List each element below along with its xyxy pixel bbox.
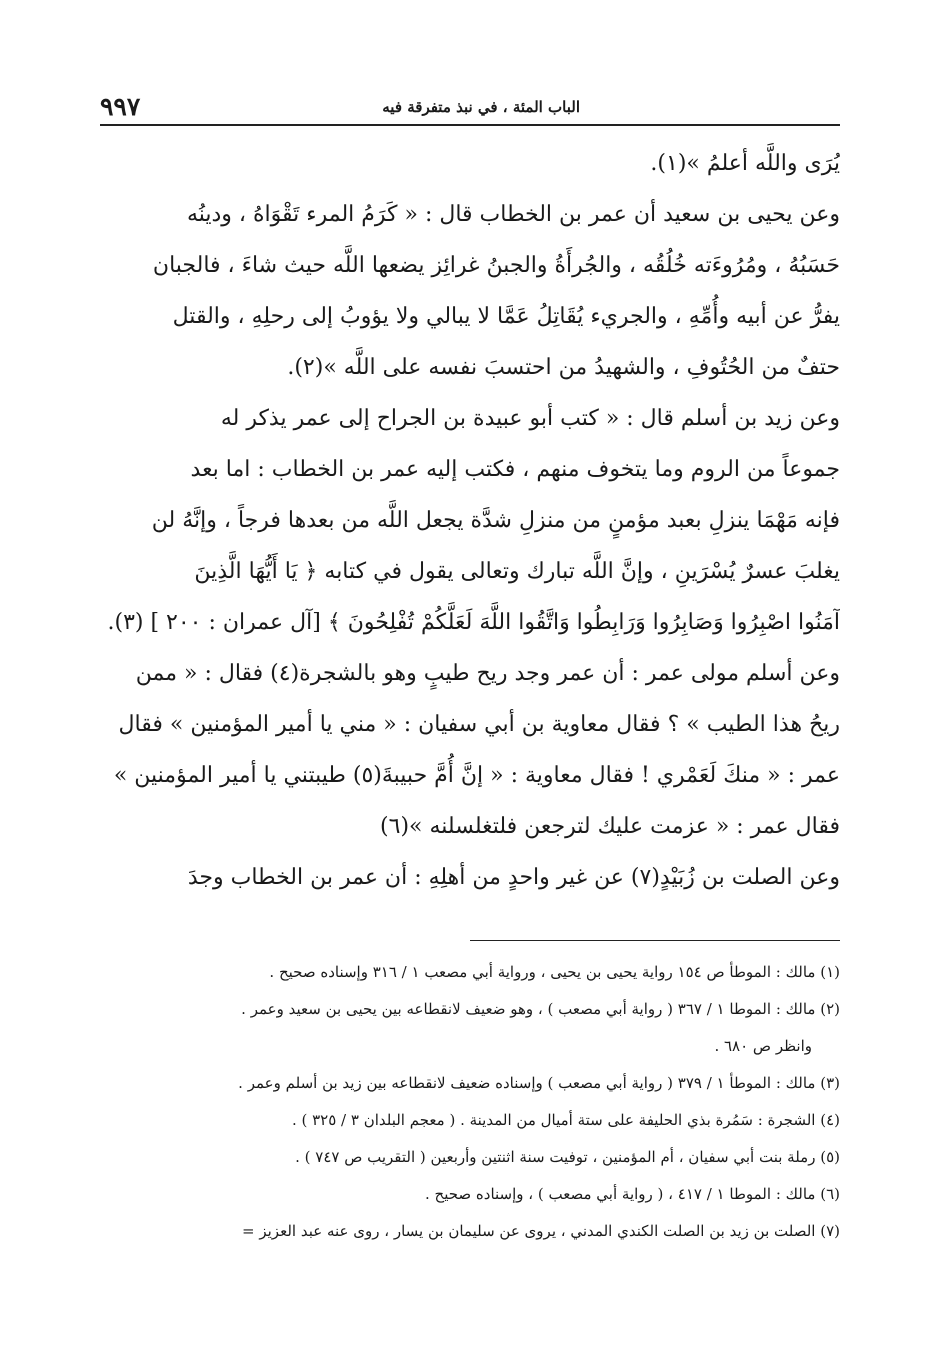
text-line: وعن يحيى بن سعيد أن عمر بن الخطاب قال : « كَرَمُ المرء تَقْوَاهُ ، ودينُه (186, 202, 840, 227)
text-line: وعن الصلت بن زُبَيْدٍ(٧) عن غير واحدٍ من أهلِهِ : أن عمر بن الخطاب وجدَ (187, 865, 840, 890)
text-line: جموعاً من الروم وما يتخوف منهم ، فكتب إليه عمر بن الخطاب : اما بعد (190, 457, 840, 482)
chapter-title: الباب المئة ، في نبذ متفرقة فيه (382, 98, 580, 116)
footnote: (٧) الصلت بن زيد بن الصلت الكندي المدني ، يروى عن سليمان بن يسار ، روى عنه عبد العزيز = (242, 1222, 840, 1240)
text-line: وعن زيد بن أسلم قال : « كتب أبو عبيدة بن الجراح إلى عمر يذكر له (220, 406, 840, 431)
header-rule (100, 124, 840, 126)
text-line: وعن أسلم مولى عمر : أن عمر وجد ريح طيبٍ وهو بالشجرة(٤) فقال : « ممن (135, 661, 840, 686)
running-header (100, 92, 840, 126)
text-line: حَسَبُهُ ، ومُرُوءَته خُلُقُه ، والجُرأَةُ والجبنُ غرائِز يضعها اللَّه حيث شاءَ ، فالجبان (152, 253, 840, 278)
footnote: (١) مالك : الموطأ ص ١٥٤ رواية يحيى بن يحيى ، ورواية أبي مصعب ١ / ٣١٦ وإسناده صحيح . (269, 963, 840, 981)
text-line: يفرُّ عن أبيه وأُمِّهِ ، والجريء يُقَاتِلُ عَمَّا لا يبالي ولا يؤوبُ إلى رحلِهِ ، والقتل (172, 304, 840, 329)
footnote: (٢) مالك : الموطا ١ / ٣٦٧ ( رواية أبي مصعب ) ، وهو ضعيف لانقطاعه بين يحيى بن سعيد وعمر . (241, 1000, 840, 1018)
text-line: حتفٌ من الحُتُوفِ ، والشهيدُ من احتسبَ نفسه على اللَّه »(٢). (287, 355, 840, 380)
footnote-continuation: وانظر ص ٦٨٠ . (714, 1037, 812, 1055)
footnote: (٤) الشجرة : سَمُرة بذي الحليفة على ستة أميال من المدينة . ( معجم البلدان ٣ / ٣٢٥ ) . (291, 1111, 840, 1129)
footnotes (98, 954, 840, 1250)
text-line: آمَنُوا اصْبِرُوا وَصَابِرُوا وَرَابِطُوا وَاتَّقُوا اللَّهَ لَعَلَّكُمْ تُفْلِحُونَ ﴾ [آل عمران : ٢٠٠ ] (٣). (107, 610, 840, 635)
main-text (98, 138, 840, 903)
footnote: (٣) مالك : الموطأ ١ / ٣٧٩ ( رواية أبي مصعب ) وإسناده ضعيف لانقطاعه بين زيد بن أسلم وعمر . (238, 1074, 840, 1092)
text-line: ريحُ هذا الطيب » ؟ فقال معاوية بن أبي سفيان : « مني يا أمير المؤمنين » فقال (118, 712, 840, 737)
footnote-rule (470, 940, 840, 941)
text-line: يُرَى واللَّه أعلمُ »(١). (650, 151, 840, 176)
page-number: ٩٩٧ (100, 92, 141, 121)
text-line: عمر : « منكَ لَعَمْري ! فقال معاوية : « إنَّ أُمَّ حبيبةَ(٥) طيبتني يا أمير المؤمنين » (113, 763, 840, 788)
text-line: فقال عمر : « عزمت عليك لترجعن فلتغلسلنه »(٦) (380, 814, 840, 839)
text-line: فإنه مَهْمَا ينزلِ بعبد مؤمنٍ من منزلِ شدَّة يجعل اللَّه من بعدها فرجاً ، وإنَّهُ لن (151, 508, 840, 533)
footnote: (٥) رملة بنت أبي سفيان ، أم المؤمنين ، توفيت سنة اثنتين وأربعين ( التقريب ص ٧٤٧ ) . (295, 1148, 840, 1166)
footnote: (٦) مالك : الموطا ١ / ٤١٧ ، ( رواية أبي مصعب ) ، وإسناده صحيح . (424, 1185, 840, 1203)
text-line: يغلبَ عسرٌ يُسْرَينِ ، وإنَّ اللَّه تبارك وتعالى يقول في كتابه ﴿ يَا أَيُّهَا الَّذِينَ (194, 559, 840, 584)
